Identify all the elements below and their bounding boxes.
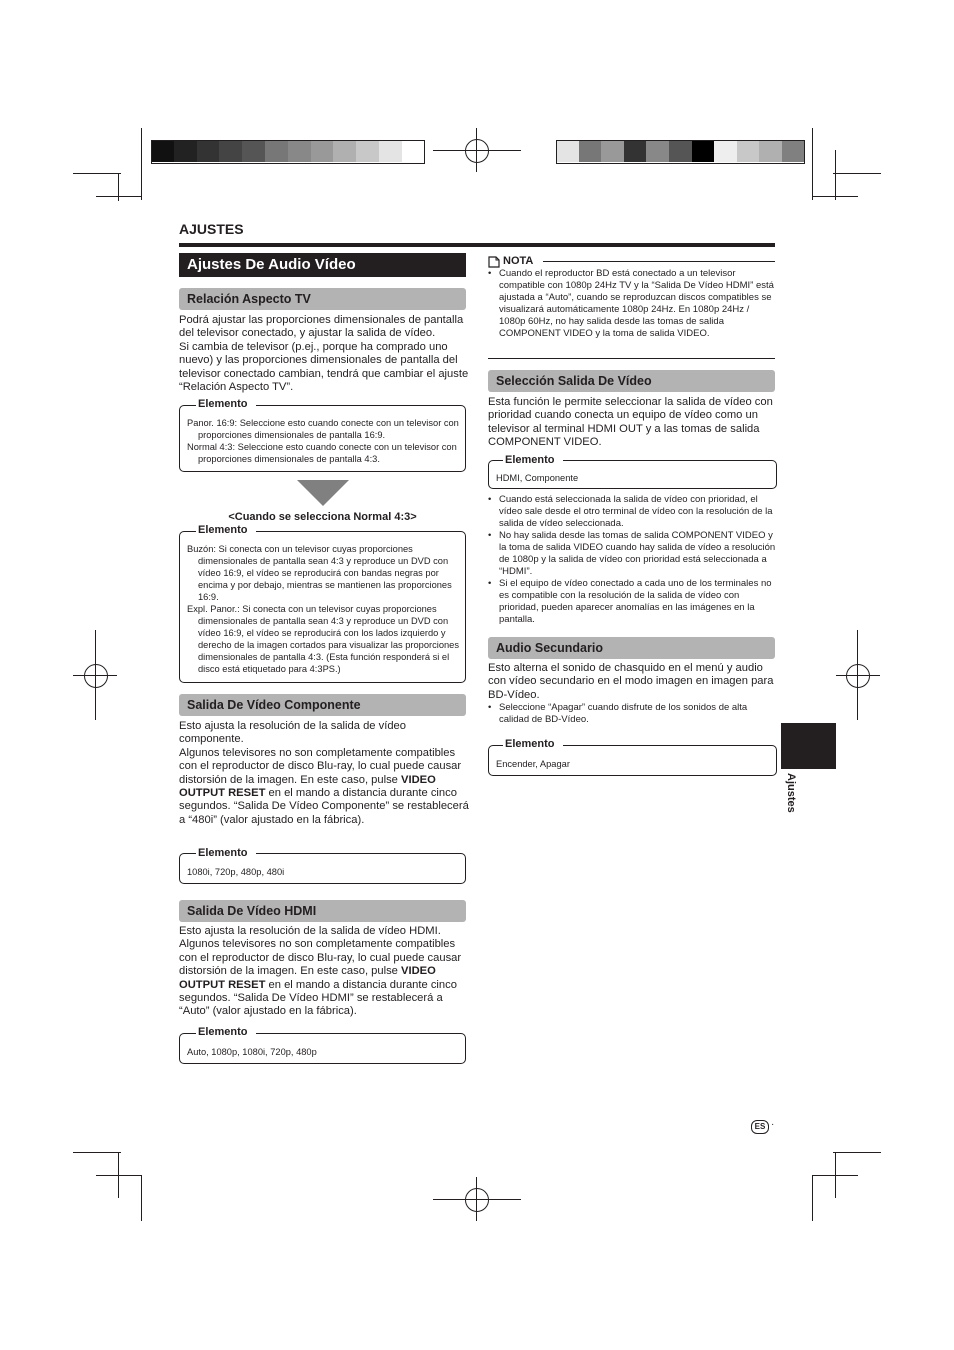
list-item: • Si el equipo de vídeo conectado a cada uno de los terminales no es compatible con la resolución de la salida de vídeo con prioridad, pueden aparecer anomalías en las imágenes en la pantalla. (488, 578, 776, 626)
audio-text: Esto alterna el sonido de chasquido en el menú y audio con vídeo secundario en el modo imagen en imagen para BD-Vídeo. (488, 662, 774, 701)
heading-audio: Audio Secundario (488, 637, 775, 659)
element-label: Elemento (196, 1026, 256, 1038)
element-label: Elemento (196, 398, 256, 410)
section-label: AJUSTES (179, 221, 244, 237)
button-ref: VIDEO OUTPUT RESET (179, 773, 436, 800)
button-ref: VIDEO OUTPUT RESET (179, 965, 436, 991)
text-span: en el mando a distancia durante cinco segundos. “Salida De Vídeo Componente” se restablecerá a “480i” (valor ajustado en la fábrica). (179, 787, 469, 826)
seleccion-bullets (488, 494, 776, 626)
componente-p1: Esto ajusta la resolución de la salida de vídeo componente. (179, 720, 407, 746)
heading-seleccion: Selección Salida De Vídeo (488, 370, 775, 392)
element-label: Elemento (503, 454, 563, 466)
element-label: Elemento (196, 847, 256, 859)
element-value: Encender, Apagar (496, 759, 570, 769)
hdmi-text (179, 925, 469, 1019)
text-span: Algunos televisores no son completamente compatibles con el reproductor de disco Blu-ray, lo cual puede causar distorsión de la imagen. En este caso, pulse (179, 746, 462, 786)
option-expl-panor: Expl. Panor.: Si conecta con un televisor cuyas proporciones dimensionales de pantalla sean 4:3 y reproduce un DVD con vídeo 16:9, el vídeo se reproducirá con los lados izquierdo y derecho de la imagen cortados para visualizar las proporciones dimensionales de pantalla 4:3. (Esta función responderá si el disco está etiquetado para 4:3PS.) (187, 604, 459, 674)
text-span: en el mando a distancia durante cinco segundos. “Salida De Vídeo HDMI” se restablecerá a “Auto” (valor ajustado en la fábrica). (179, 978, 457, 1018)
componente-text (179, 720, 469, 827)
hdmi-p1: Esto ajusta la resolución de la salida de vídeo HDMI. (179, 925, 441, 937)
hdmi-p2 (179, 938, 469, 1018)
element-label: Elemento (196, 524, 256, 536)
note-list (488, 268, 776, 340)
element-list-normal (187, 543, 462, 675)
normal-caption: <Cuando se selecciona Normal 4:3> (228, 511, 417, 523)
note-bottom-rule (488, 358, 775, 359)
option-buzon: Buzón: Si conecta con un televisor cuyas proporciones dimensionales de pantalla sean 4:3 y reproduce un DVD con vídeo 16:9, el vídeo se reproducirá con bandas negras por encima y por debajo, mientras se mantienen las proporciones 16:9. (187, 544, 452, 602)
element-value: Auto, 1080p, 1080i, 720p, 480p (187, 1047, 317, 1057)
option-panor: Panor. 16:9: Seleccione esto cuando conecte con un televisor con proporciones dimensionales de pantalla 16:9. (187, 418, 459, 440)
color-bar-frame (556, 140, 805, 164)
heading-relacion: Relación Aspecto TV (179, 288, 466, 310)
list-item: • Seleccione “Apagar” cuando disfrute de los sonidos de alta calidad de BD-Vídeo. (488, 702, 776, 726)
side-tab (781, 723, 836, 769)
heading-hdmi: Salida De Vídeo HDMI (179, 900, 466, 922)
audio-bullets (488, 702, 776, 726)
element-label: Elemento (503, 738, 563, 750)
down-arrow-icon (297, 480, 349, 506)
note-label: NOTA (503, 255, 534, 267)
relacion-p1: Podrá ajustar las proporciones dimensionales de pantalla del televisor conectado, y ajustar la salida de vídeo. (179, 314, 464, 340)
heading-componente: Salida De Vídeo Componente (179, 694, 466, 716)
note-rule (543, 261, 775, 262)
language-badge: ES (751, 1120, 769, 1134)
seleccion-text: Esta función le permite seleccionar la salida de vídeo con prioridad cuando conecta un equipo de vídeo como un televisor al terminal HDMI OUT y a las tomas de salida COMPONENT VIDEO. (488, 396, 773, 449)
text-span: Algunos televisores no son completamente compatibles con el reproductor de disco Blu-ray, lo cual puede causar distorsión de la imagen. En este caso, pulse (179, 938, 462, 978)
list-item: • No hay salida desde las tomas de salida COMPONENT VIDEO y la toma de salida VIDEO cuando hay salida de vídeo a resolución de 1080p y la salida de vídeo con prioridad está seleccionada a “HDMI”. (488, 530, 776, 578)
side-tab-label: Ajustes (785, 773, 797, 813)
relacion-text (179, 314, 469, 394)
list-item: • Cuando está seleccionada la salida de vídeo con prioridad, el vídeo sale desde el otro terminal de vídeo con la resolución de la salida de vídeo seleccionada. (488, 494, 776, 530)
page-dash: · (771, 1119, 775, 1130)
color-bar-frame (151, 140, 425, 164)
header-rule (179, 243, 775, 247)
element-value: 1080i, 720p, 480p, 480i (187, 867, 285, 877)
relacion-p2: Si cambia de televisor (p.ej., porque ha comprado uno nuevo) y las proporciones dimensionales de pantalla del televisor conectado cambian, tendrá que cambiar el ajuste “Relación Aspecto TV”. (179, 340, 469, 394)
element-list-relacion (187, 417, 462, 465)
note-item: • Cuando el reproductor BD está conectado a un televisor compatible con 1080p 24Hz TV y la “Salida De Vídeo HDMI” está ajustada a “Auto”, cuando se reproduzcan discos compatibles se visualizará automáticamente 1080p 24Hz. En 1080p 24Hz / 1080p 60Hz, no hay salida desde las tomas de salida COMPONENT VIDEO y la toma de salida VIDEO. (488, 268, 776, 340)
element-value: HDMI, Componente (496, 473, 579, 483)
componente-p2 (179, 747, 469, 827)
option-normal: Normal 4:3: Seleccione esto cuando conecte con un televisor con proporciones dimensionales de pantalla 4:3. (187, 442, 457, 464)
page-title: Ajustes De Audio Vídeo (179, 253, 466, 277)
